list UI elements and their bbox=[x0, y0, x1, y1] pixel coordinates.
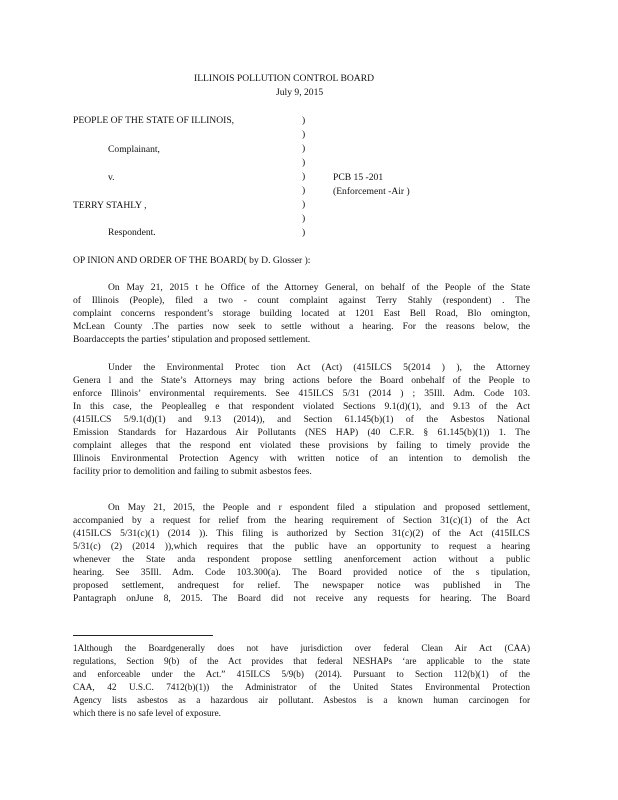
text-line: complaint alleges that the respond ent violated these provisions by failing to timely provide the bbox=[73, 440, 530, 451]
opinion-heading: OP INION AND ORDER OF THE BOARD( by D. Glosser ): bbox=[73, 255, 311, 266]
text-line: Pantagraph onJune 8, 2015. The Board did not receive any requests for hearing. The Board bbox=[73, 593, 530, 604]
text-line: hearing. See 35Ill. Adm. Code 103.300(a). The Board provided notice of the s tipulation, bbox=[73, 567, 530, 578]
text-line: Under the Environmental Protec tion Act (Act) (415ILCS 5(2014 ) ), the Attorney bbox=[108, 362, 530, 373]
text-line: Emission Standards for Hazardous Air Pollutants (NES HAP) (40 C.F.R. § 61.145(b)(1)) 1. The bbox=[73, 427, 530, 438]
footnote-line: CAA, 42 U.S.C. 7412(b)(1)) the Administrator of the United States Environmental Protection bbox=[73, 682, 530, 692]
text-line: On May 21, 2015, the People and r espondent filed a stipulation and proposed settlement, bbox=[108, 502, 530, 513]
footnote-line: regulations, Section 9(b) of the Act provides that federal NESHAPs ‘are applicable to the state bbox=[73, 656, 530, 666]
text-line: Boardaccepts the parties’ stipulation and proposed settlement. bbox=[73, 334, 311, 345]
text-line: 5/31(c) (2) (2014 )),which requires that the public have an opportunity to request a hearing bbox=[73, 541, 530, 552]
footnote-line: 1Although the Boardgenerally does not have jurisdiction over federal Clean Air Act (CAA) bbox=[73, 643, 530, 653]
text-line: accompanied by a request for relief from the hearing requirement of Section 31(c)(1) of the Act bbox=[73, 515, 530, 526]
board-title: ILLINOIS POLLUTION CONTROL BOARD bbox=[194, 73, 375, 84]
respondent-name: TERRY STAHLY , bbox=[73, 200, 147, 211]
footnote-line: which there is no safe level of exposure. bbox=[73, 708, 221, 718]
footnote-line: and enforceable under the Act.” 415ILCS 5/9(b) (2014). Pursuant to Section 112(b)(1) of the bbox=[73, 669, 530, 679]
text-line: facility prior to demolition and failing to submit asbestos fees. bbox=[73, 466, 312, 477]
text-line: (415ILCS 5/31(c)(1) (2014 )). This filing is authorized by Section 31(c)(2) of the Act (415ILCS bbox=[73, 528, 530, 539]
respondent-label: Respondent. bbox=[108, 227, 156, 238]
case-type: (Enforcement -Air ) bbox=[333, 186, 410, 197]
text-line: On May 21, 2015 t he Office of the Attorney General, on behalf of the People of the State bbox=[108, 282, 530, 293]
text-line: enforce Illinois’ environmental requirements. See 415ILCS 5/31 (2014 ) ; 35Ill. Adm. Code 103. bbox=[73, 388, 530, 399]
complainant-label: Complainant, bbox=[108, 144, 160, 155]
text-line: Illinois Environmental Protection Agency with written notice of an intention to demolish the bbox=[73, 453, 530, 464]
document-page: ILLINOIS POLLUTION CONTROL BOARD July 9, 2015 PEOPLE OF THE STATE OF ILLINOIS, Complainant, v. TERRY STAHLY , Respondent. PCB 15 -201 (Enforcement -Air ) ) ) ) ) ) ) ) ) ) OP INION AND ORDER OF THE BOARD( by D. Glosser ): On May 21, 2015 t he Office of the Attorney General, on behalf of the People of the State of Illinois (People), filed a two - count complaint against Terry Stahly (respondent) . The complaint concerns respondent’s storage building located at 1201 East Bell Road, Blo omington, McLean County .The parties now seek to settle without a hearing. For the reasons below, the Boardaccepts the parties’ stipulation and proposed settlement. Under the Environmental Protec tion Act (Act) (415ILCS 5(2014 ) ), the Attorney Genera l and the State’s Attorneys may bring actions before the Board onbehalf of the People to enforce Illinois’ environmental requirements. See 415ILCS 5/31 (2014 ) ; 35Ill. Adm. Code 103. In this case, the Peoplealleg e that respondent violated Sections 9.1(d)(1), and 9.13 of the Act (415ILCS 5/9.1(d)(1) and 9.13 (2014)), and Section 61.145(b)(1) of the Asbestos National Emission Standards for Hazardous Air Pollutants (NES HAP) (40 C.F.R. § 61.145(b)(1)) 1. The complaint alleges that the respond ent violated these provisions by failing to timely provide the Illinois Environmental Protection Agency with written notice of an intention to demolish the facility prior to demolition and failing to submit asbestos fees. On May 21, 2015, the People and r espondent filed a stipulation and proposed settlement, accompanied by a request for relief from the hearing requirement of Section 31(c)(1) of the Act (415ILCS 5/31(c)(1) (2014 )). This filing is authorized by Section 31(c)(2) of the Act (415ILCS 5/31(c) (2) (2014 )),which requires that the public have an opportunity to request a hearing whenever the State anda respondent propose settling anenforcement action without a public hearing. See 35Ill. Adm. Code 103.300(a). The Board provided notice of the s tipulation, proposed settlement, andrequest for relief. The newspaper notice was published in The Pantagraph onJune 8, 2015. The Board did not receive any requests for hearing. The Board 1Although the Boardgenerally does not have jurisdiction over federal Clean Air Act (CAA) regulations, Section 9(b) of the Act provides that federal NESHAPs ‘are applicable to the state and enforceable under the Act.” 415ILCS 5/9(b) (2014). Pursuant to Section 112(b)(1) of the CAA, 42 U.S.C. 7412(b)(1)) the Administrator of the United States Environmental Protection Agency lists asbestos as a hazardous air pollutant. Asbestos is a known human carcinogen for which there is no safe level of exposure. bbox=[73, 73, 530, 718]
text-line: of Illinois (People), filed a two - count complaint against Terry Stahly (respondent) . The bbox=[73, 295, 530, 306]
decision-date: July 9, 2015 bbox=[276, 87, 324, 98]
text-line: complaint concerns respondent’s storage building located at 1201 East Bell Road, Blo omington, bbox=[73, 308, 530, 319]
text-line: proposed settlement, andrequest for relief. The newspaper notice was published in The bbox=[73, 580, 530, 591]
plaintiff-name: PEOPLE OF THE STATE OF ILLINOIS, bbox=[73, 115, 235, 126]
text-line: Genera l and the State’s Attorneys may bring actions before the Board onbehalf of the People to bbox=[73, 375, 530, 386]
text-line: McLean County .The parties now seek to settle without a hearing. For the reasons below, the bbox=[73, 321, 530, 332]
footnote-line: Agency lists asbestos as a hazardous air pollutant. Asbestos is a known human carcinogen for bbox=[73, 695, 530, 705]
case-number: PCB 15 -201 bbox=[333, 172, 384, 183]
text-line: whenever the State anda respondent propose settling anenforcement action without a public bbox=[73, 554, 530, 565]
footnote-separator bbox=[73, 635, 213, 636]
text-line: (415ILCS 5/9.1(d)(1) and 9.13 (2014)), and Section 61.145(b)(1) of the Asbestos National bbox=[73, 414, 530, 425]
text-line: In this case, the Peoplealleg e that respondent violated Sections 9.1(d)(1), and 9.13 of the Act bbox=[73, 401, 530, 412]
versus-label: v. bbox=[108, 172, 115, 183]
